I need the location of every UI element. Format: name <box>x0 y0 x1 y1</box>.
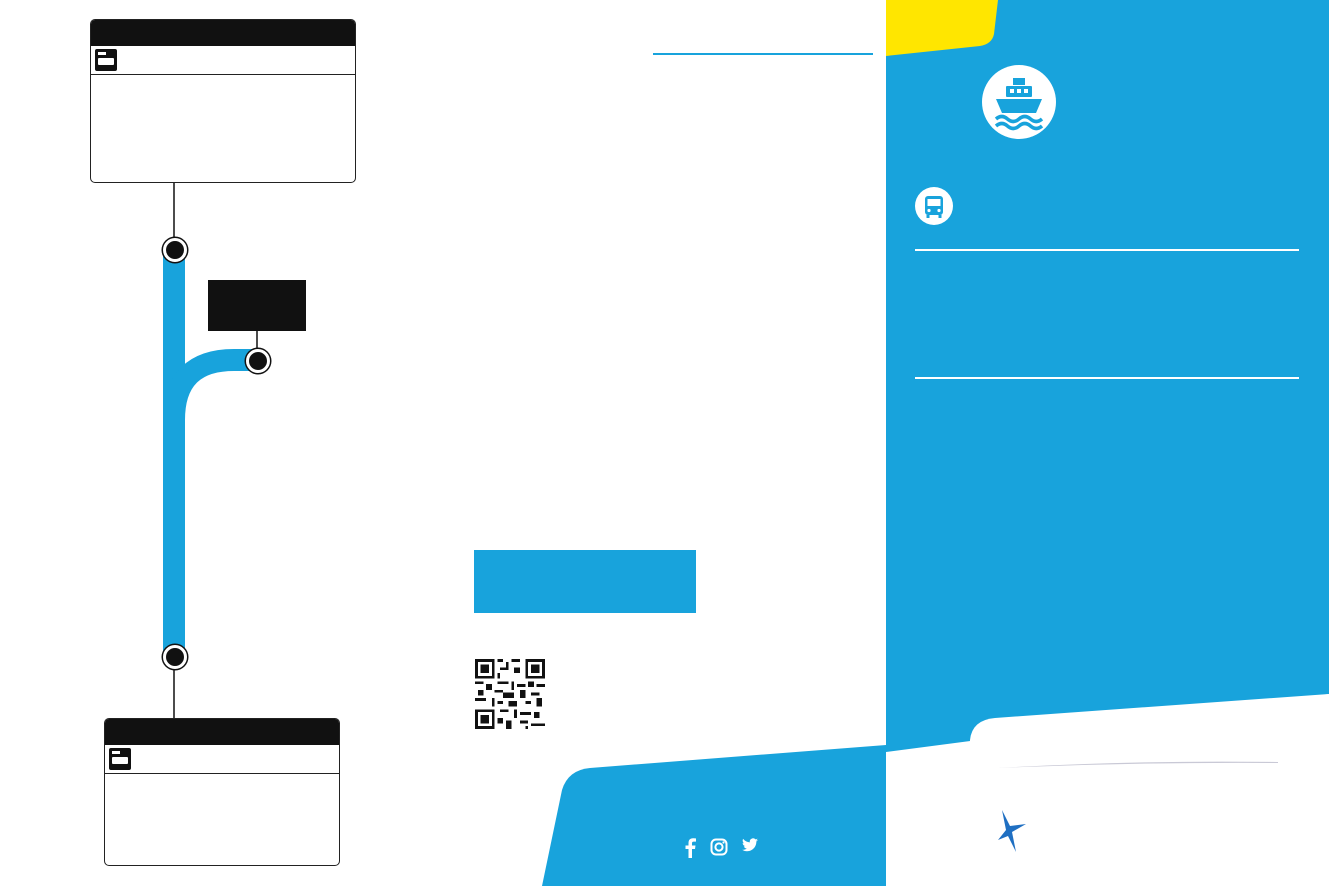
divider-bottom <box>915 377 1299 379</box>
brand-logo <box>998 753 1278 770</box>
star-logo-icon <box>998 810 1028 852</box>
brand-swoosh <box>998 760 1278 768</box>
boat-icon <box>982 65 1056 139</box>
divider-top <box>915 249 1299 251</box>
bus-icon <box>915 187 953 225</box>
